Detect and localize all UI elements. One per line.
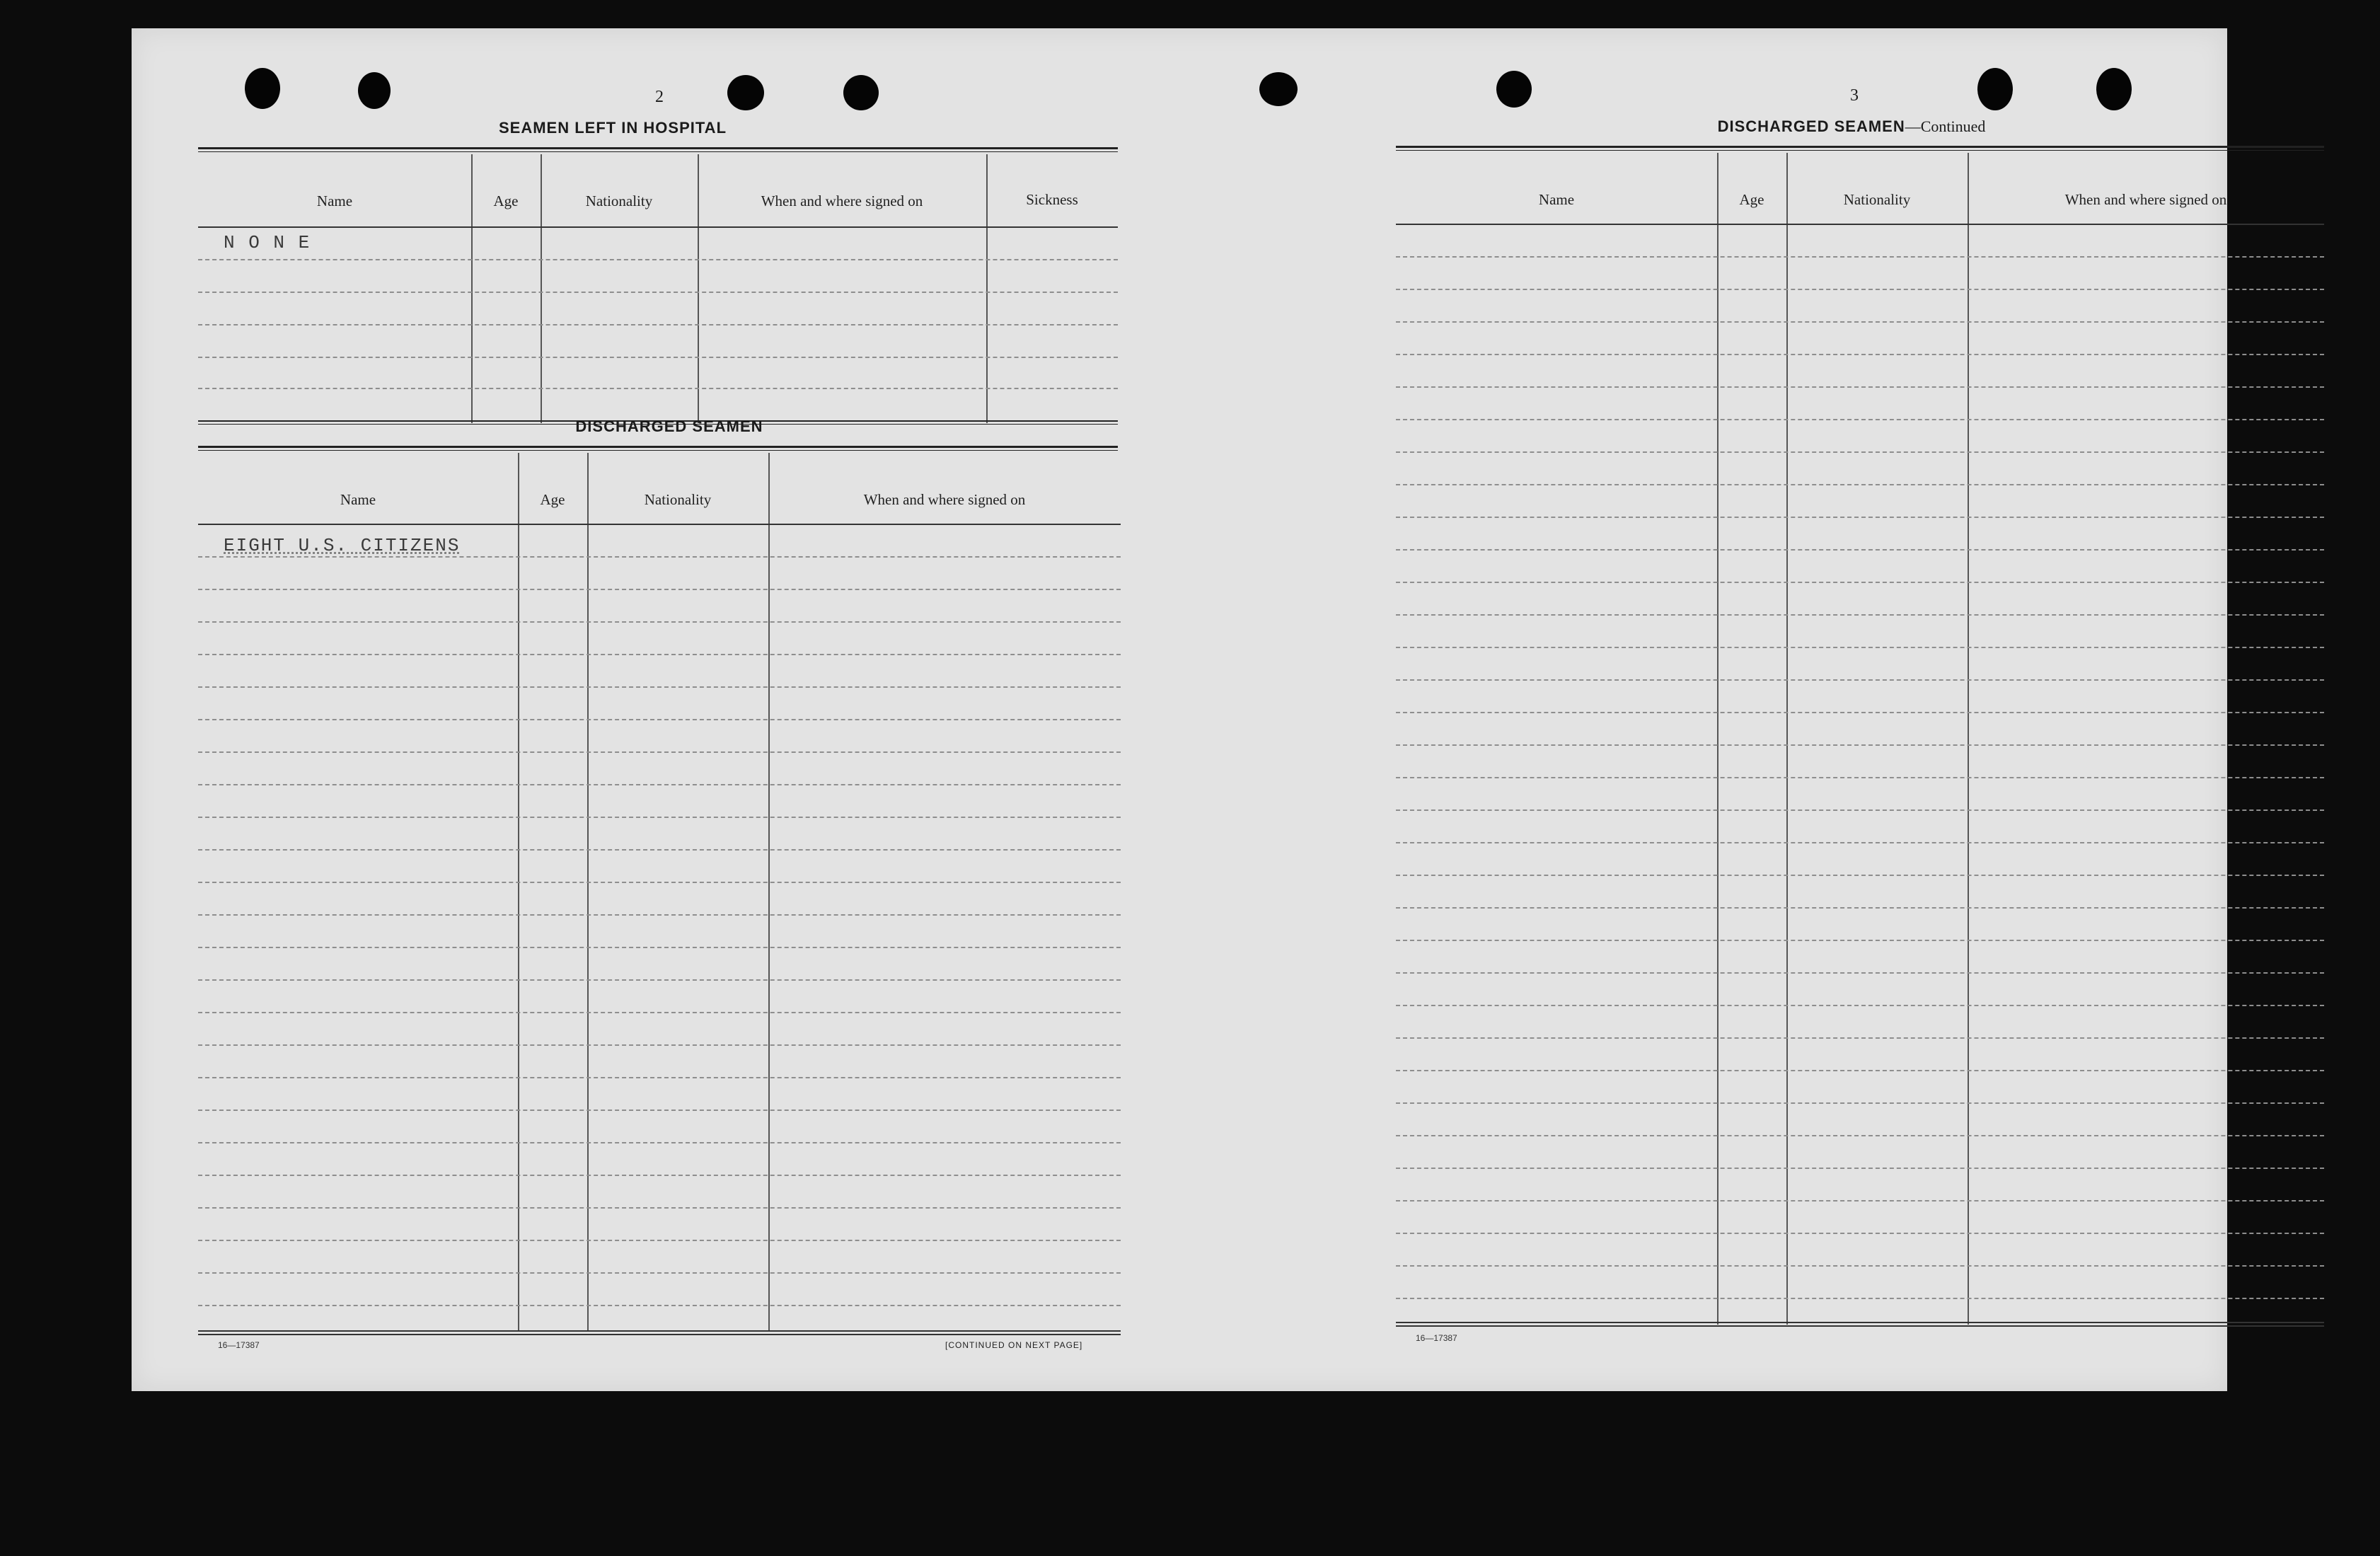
column-header-sickness: Sickness <box>1026 191 1078 208</box>
page-number: 3 <box>1850 86 1859 105</box>
column-header-nationality: Nationality <box>644 491 712 508</box>
section-title-suffix: —Continued <box>1905 117 1986 135</box>
column-header-signed-on: When and where signed on <box>761 192 923 209</box>
discharged-continued-title <box>1533 117 2170 136</box>
column-header-name: Name <box>340 491 376 508</box>
bottom-rule <box>1396 1322 2324 1327</box>
punch-hole <box>1259 72 1298 106</box>
section-rule <box>1396 146 2324 151</box>
column-header-signed-on: When and where signed on <box>863 491 1026 508</box>
hospital-entry: N O N E <box>224 232 311 253</box>
punch-hole <box>1496 71 1532 108</box>
punch-hole <box>245 68 280 109</box>
section-rule <box>198 446 1118 451</box>
header-rule <box>198 524 1121 525</box>
form-code: 16—17387 <box>218 1340 260 1350</box>
column-header-age: Age <box>540 491 565 508</box>
discharged-continued-table <box>1396 153 2324 1325</box>
bottom-rule <box>198 1330 1121 1335</box>
column-header-nationality: Nationality <box>1843 191 1911 208</box>
section-title-text: DISCHARGED SEAMEN <box>1717 117 1905 135</box>
discharged-entry: EIGHT U.S. CITIZENS <box>224 535 461 556</box>
column-header-signed-on: When and where signed on <box>2064 191 2227 208</box>
discharged-table <box>198 453 1121 1332</box>
column-header-age: Age <box>1739 191 1764 208</box>
column-header-nationality: Nationality <box>585 192 653 209</box>
header-rule <box>1396 224 2324 225</box>
discharged-section-title: DISCHARGED SEAMEN <box>575 417 763 435</box>
punch-hole <box>2096 68 2132 110</box>
page-number: 2 <box>655 88 664 106</box>
right-page <box>1179 28 2227 1391</box>
section-rule <box>198 147 1118 152</box>
punch-hole <box>1977 68 2013 110</box>
scanned-form-spread <box>132 28 2227 1391</box>
continued-note: [CONTINUED ON NEXT PAGE] <box>945 1340 1083 1350</box>
column-header-age: Age <box>493 192 519 209</box>
header-rule <box>198 226 1118 228</box>
left-page <box>132 28 1179 1391</box>
punch-hole <box>358 72 391 109</box>
form-code: 16—17387 <box>1416 1333 1457 1343</box>
hospital-section-title: SEAMEN LEFT IN HOSPITAL <box>498 119 727 137</box>
column-header-name: Name <box>1538 191 1575 208</box>
hospital-table <box>198 154 1118 423</box>
column-header-name: Name <box>316 192 353 209</box>
punch-hole <box>843 75 879 110</box>
punch-hole <box>727 75 764 110</box>
